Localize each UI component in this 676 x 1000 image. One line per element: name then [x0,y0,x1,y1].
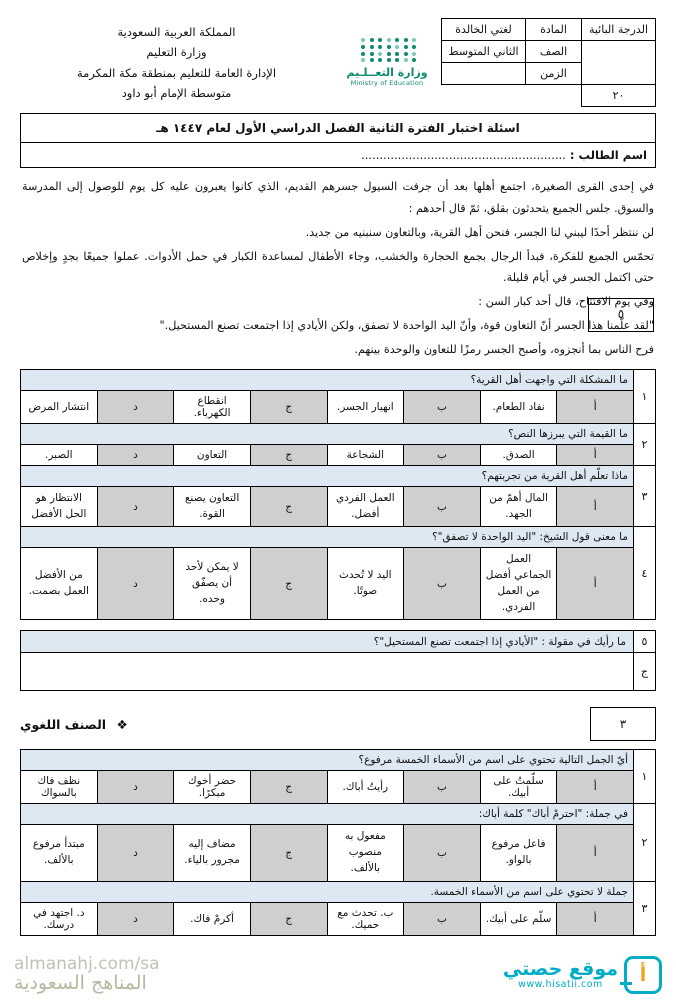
question-stem: ما رأيك في مقولة : "الأيادي إذا اجتمعت تصنع المستحيل"؟ [21,631,634,653]
option-text[interactable]: من الأفضل العمل بصمت. [21,548,98,620]
answer-area[interactable] [21,653,634,691]
option-letter: د [97,902,174,935]
option-letter: ج [250,486,327,527]
header-line-directorate: الإدارة العامة للتعليم بمنطقة مكة المكرمة [76,65,277,80]
question-number: ٢ [634,423,656,465]
question-number: ١ [634,369,656,423]
option-letter: ج [250,444,327,465]
option-text[interactable]: حضر أخوك مبكرًا. [174,771,251,804]
question-stem: في جملة: "احترمْ أباك" كلمة أباك: [21,804,634,825]
meta-label-class: الصف [526,41,582,63]
student-name-dots: ........................................................ [361,148,566,162]
option-letter: أ [557,902,634,935]
table-row [21,825,656,881]
watermark-site-arabic: المناهج السعودية [14,972,147,994]
option-text[interactable]: رأيتُ أباك. [327,771,404,804]
ministry-logo-dots-icon [358,38,416,64]
option-text[interactable]: سلّم على أبيك. [480,902,557,935]
table-row [21,631,656,653]
passage-paragraph-2: لن ننتظر أحدًا ليبني لنا الجسر، فنحن أهل القرية، وبالتعاون سنبنيه من جديد. [305,225,654,239]
passage-paragraph-4: وفي يوم الافتتاح، قال أحد كبار السن : [478,295,654,309]
student-name-field[interactable] [20,143,656,168]
document-header [20,18,656,107]
option-text[interactable]: نفاد الطعام. [480,390,557,423]
meta-value-time [442,63,526,85]
meta-grade-blank [582,41,656,85]
option-letter: ج [250,902,327,935]
option-text[interactable]: التعاون [174,444,251,465]
option-letter: ج [250,825,327,881]
brand-name-arabic: موقع حصتي [502,958,618,980]
option-text[interactable]: الشجاعة [327,444,404,465]
table-row [21,881,656,902]
question-stem: ما معنى قول الشيخ: "اليد الواحدة لا تصفق"؟ [21,527,634,548]
table-row [21,902,656,935]
option-letter: د [97,548,174,620]
meta-value-subject: لغتي الخالدة [442,19,526,41]
table-row [21,369,656,390]
question-number: ٤ [634,527,656,620]
section2-header [20,707,656,741]
school-identity-block [20,18,333,107]
diamond-bullet-icon: ❖ [116,716,128,732]
table-row [21,486,656,527]
exam-title: اسئلة اختبار الفترة الثانية الفصل الدراسي الأول لعام ١٤٤٧ هـ [20,113,656,143]
table-row [21,750,656,771]
option-letter: د [97,390,174,423]
open-question-table [20,630,656,691]
option-letter: د [97,825,174,881]
question-stem: جملة لا تحتوي على اسم من الأسماء الخمسة. [21,881,634,902]
question-number: ٥ [634,631,656,653]
brand-text [503,960,618,990]
option-letter: ج [250,390,327,423]
option-letter: أ [557,486,634,527]
option-text[interactable]: مفعول به منصوب بالألف. [327,825,404,881]
question-stem: ما القيمة التي يبرزها النص؟ [21,423,634,444]
option-text[interactable]: العمل الجماعي أفضل من العمل الفردي. [480,548,557,620]
meta-value-class: الثاني المتوسط [442,41,526,63]
question-stem: أيّ الجمل التالية تحتوي على اسم من الأسماء الخمسة مرفوع؟ [21,750,634,771]
brand-url: www.hisatii.com [518,979,603,990]
mcq-table-grammar [20,749,656,935]
option-text[interactable]: اليد لا تُحدث صوتًا. [327,548,404,620]
meta-spacer [442,85,582,107]
question-stem: ما المشكلة التي واجهت أهل القرية؟ [21,369,634,390]
brand-footer [503,956,662,994]
option-text[interactable]: مضاف إليه مجرور بالياء. [174,825,251,881]
question-number: ٣ [634,465,656,527]
question-number: ١ [634,750,656,804]
meta-label-subject: المادة [526,19,582,41]
option-letter: ب [404,486,481,527]
option-letter: ب [404,390,481,423]
section2-title-text: الصنف اللغوي [20,716,107,732]
option-letter: ج [250,548,327,620]
mcq-table-reading [20,369,656,621]
section2-title [20,717,128,732]
option-letter: ب [404,444,481,465]
passage-paragraph-3: تحمّس الجميع للفكرة، فبدأ الرجال بجمع الحجارة والخشب، وجاء الأطفال لمساعدة الكبار في حمل الأدوات. عملوا جميعًا بجدٍ وإخلاص حتى اكتمل الجسر في أيام قليلة. [22,249,654,285]
passage-paragraph-1: في إحدى القرى الصغيرة، اجتمع أهلها بعد أن جرفت السيول جسرهم القديم، الذي كانوا يعبرون عليه كل يوم للوصول إلى المدرسة والسوق. جلس الجميع يتحدثون بقلق، ثمّ قال أحدهم : [22,180,654,215]
header-line-ministry: وزارة التعليم [146,45,207,60]
section2-score-box: ٣ [590,707,656,741]
table-row [21,527,656,548]
option-letter: ب [404,902,481,935]
question-number: ٢ [634,804,656,881]
option-letter: ب [404,825,481,881]
student-name-label: اسم الطالب : [569,148,647,162]
header-meta-table [441,18,656,107]
option-letter: أ [557,444,634,465]
option-text[interactable]: نظف فاك بالسواك [21,771,98,804]
question-stem: ماذا تعلّم أهل القرية من تجربتهم؟ [21,465,634,486]
answer-letter: ج [634,653,656,691]
option-text[interactable]: التعاون يصنع القوة. [174,486,251,527]
option-text[interactable]: العمل الفردي أفضل. [327,486,404,527]
option-letter: ب [404,548,481,620]
section1-score-box: ٥ [588,298,654,332]
option-text[interactable]: فاعل مرفوع بالواو. [480,825,557,881]
meta-grade-header: الدرجة البائية [582,19,656,41]
meta-label-time: الزمن [526,63,582,85]
meta-grade-value: ٢٠ [582,85,656,107]
passage-quote: "لقد علّمنا هذا الجسر أنّ التعاون قوة، وأنّ اليد الواحدة لا تصفق، ولكن الأيادي إذا اجتمعت تصنع المستحيل." [159,319,654,333]
option-text[interactable]: لا يمكن لأحد أن يصفّق وحده. [174,548,251,620]
table-row [21,465,656,486]
option-text[interactable]: أكرمْ فاك. [174,902,251,935]
table-row [21,548,656,620]
option-text[interactable]: ب. تحدث مع حميك. [327,902,404,935]
reading-passage [22,176,654,361]
header-line-school: متوسطة الإمام أبو داود [121,85,232,100]
option-text[interactable]: انتشار المرض [21,390,98,423]
brand-logo-icon: أ [624,956,662,994]
option-letter: أ [557,825,634,881]
option-letter: ب [404,771,481,804]
table-row [21,771,656,804]
passage-paragraph-6: فرح الناس بما أنجزوه، وأصبح الجسر رمزًا للتعاون والوحدة بينهم. [354,342,654,356]
option-text[interactable]: سلّمتُ على أبيك. [480,771,557,804]
table-row [21,653,656,691]
header-line-kingdom: المملكة العربية السعودية [117,25,236,40]
ministry-logo-arabic: وزارة التعــلـيم [346,66,428,79]
option-text[interactable]: الصدق. [480,444,557,465]
table-row [21,423,656,444]
option-letter: أ [557,390,634,423]
option-letter: أ [557,771,634,804]
option-text[interactable]: الصبر. [21,444,98,465]
table-row [21,804,656,825]
watermark-site-url: almanahj.com/sa [14,954,160,974]
option-letter: ج [250,771,327,804]
option-text[interactable]: انقطاع الكهرباء. [174,390,251,423]
option-text[interactable]: د. اجتهد في درسك. [21,902,98,935]
option-text[interactable]: الانتظار هو الحل الأفضل [21,486,98,527]
option-letter: د [97,771,174,804]
option-text[interactable]: مبتدأ مرفوع بالألف. [21,825,98,881]
option-text[interactable]: المال أهمّ من الجهد. [480,486,557,527]
ministry-logo [333,18,441,107]
table-row [21,390,656,423]
question-number: ٣ [634,881,656,935]
option-text[interactable]: انهيار الجسر. [327,390,404,423]
option-letter: أ [557,548,634,620]
table-row [21,444,656,465]
option-letter: د [97,486,174,527]
ministry-logo-english: Ministry of Education [350,79,424,87]
option-letter: د [97,444,174,465]
